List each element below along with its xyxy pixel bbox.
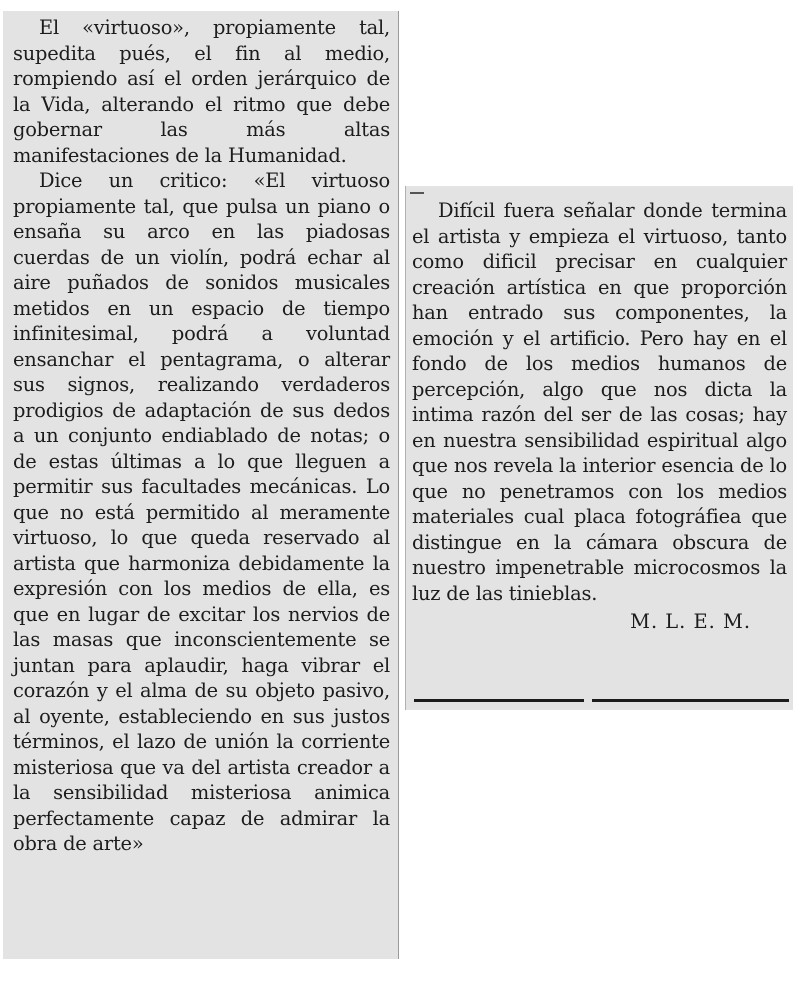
article-column-left (3, 11, 399, 959)
paragraph-virtuoso: El «virtuoso», propiamente tal, supedita pués, el fin al medio, rompiendo así el orden jerárquico de la Vida, alterando el ritmo que debe gobernar las más altas manifestaciones de la Humanidad. (13, 16, 390, 167)
closing-rule (414, 699, 789, 702)
paragraph-critic-quote: Dice un critico: «El virtuoso propiamente tal, que pulsa un piano o ensaña su arco en las piadosas cuerdas de un violín, podrá echar al aire puñados de sonidos musicales metidos en un espacio de tiempo infinitesimal, podrá a voluntad ensanchar el pentagrama, o alterar sus signos, realizando verdaderos prodigios de adaptación de sus dedos a un conjunto endiablado de notas; o de estas últimas a lo que lleguen a permitir sus facultades mecánicas. Lo que no está permitido al meramente virtuoso, lo que queda reservado al artista que harmoniza debidamente la expresión con los medios de ella, es que en lugar de excitar los nervios de las masas que inconscientemente se juntan para aplaudir, haga vibrar el corazón y el alma de su objeto pasivo, al oyente, estableciendo en sus justos términos, el lazo de unión la corriente misteriosa que va del artista creador a la sensibilidad misteriosa animica perfectamente capaz de admirar la obra de arte» (13, 169, 390, 855)
closing-rule-gap (584, 696, 592, 704)
paragraph-artist-virtuoso: Difícil fuera señalar donde termina el artista y empieza el virtuoso, tanto como dificil precisar en cualquier creación artística en que proporción han entrado sus componentes, la emoción y el artificio. Pero hay en el fondo de los medios humanos de percepción, algo que nos dicta la intima razón del ser de las cosas; hay en nuestra sensibilidad espiritual algo que nos revela la interior esencia de lo que no penetramos con los medios materiales cual placa fotográfiea que distingue en la cámara obscura de nuestro impenetrable microcosmos la luz de las tinieblas. (412, 199, 787, 605)
author-signature: M. L. E. M. (630, 610, 751, 633)
column-top-mark (410, 186, 424, 194)
article-column-right (405, 186, 793, 710)
